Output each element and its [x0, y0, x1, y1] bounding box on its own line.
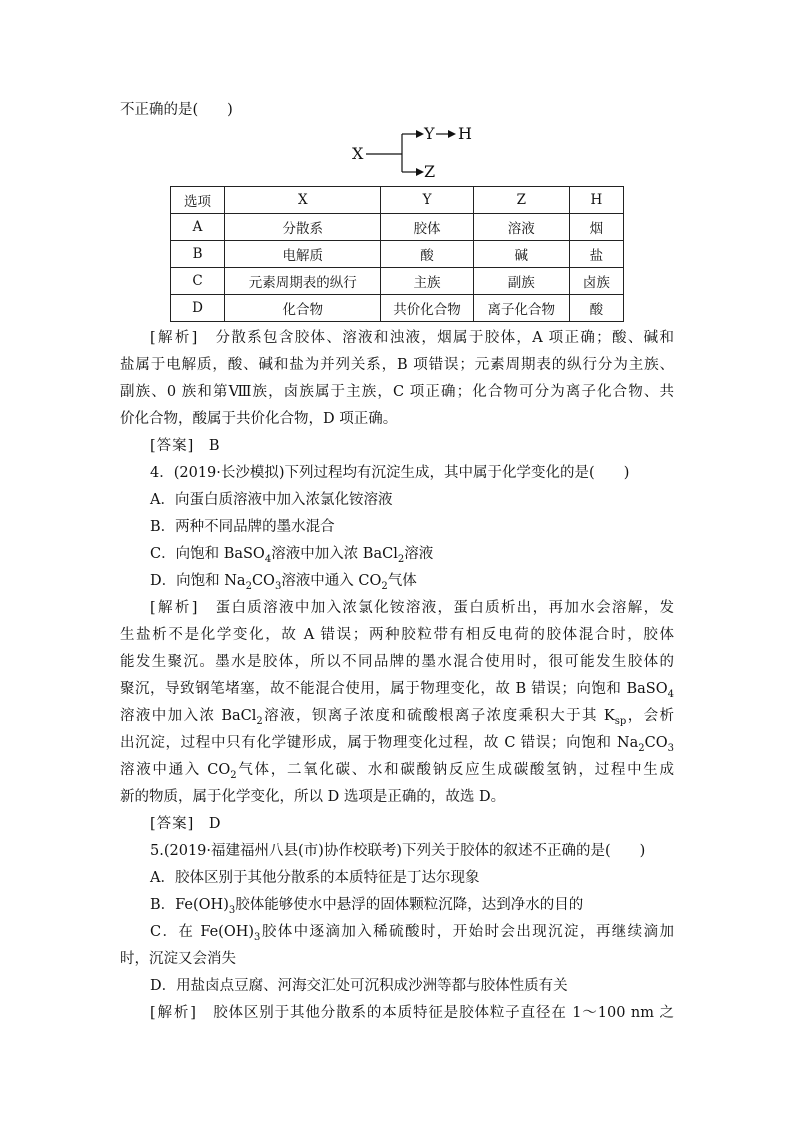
table-header-cell: H — [569, 187, 623, 214]
answer-value: B — [208, 438, 220, 454]
table-cell: 溶液 — [473, 214, 569, 241]
q4-option-b: B．两种不同品牌的墨水混合 — [150, 519, 335, 535]
table-cell: 电解质 — [225, 241, 381, 268]
table-cell: A — [171, 214, 225, 241]
table-cell: 酸 — [569, 295, 623, 322]
q5-option-c-continued: 时，沉淀又会消失 — [120, 951, 236, 967]
table-row — [171, 295, 624, 322]
q4-analysis-line: 聚沉，导致钢笔堵塞，故不能混合使用，属于物理变化，故 B 错误；向饱和 BaSO$_4$ — [120, 681, 674, 699]
q4-option-a: A．向蛋白质溶液中加入浓氯化铵溶液 — [150, 492, 393, 508]
table-header-row — [171, 187, 624, 214]
table-cell: 分散系 — [225, 214, 381, 241]
table-cell: 化合物 — [225, 295, 381, 322]
table-cell: 卤族 — [569, 268, 623, 295]
q5-option-a: A．胶体区别于其他分散系的本质特征是丁达尔现象 — [150, 870, 480, 886]
q4-answer — [150, 814, 220, 834]
q3-analysis-line: 副族、0 族和第Ⅷ族，卤族属于主族，C 项正确；化合物可分为离子化合物、共 — [120, 384, 674, 400]
table-row — [171, 214, 624, 241]
table-cell: B — [171, 241, 225, 268]
table-cell: 共价化合物 — [381, 295, 473, 322]
table-cell: 元素周期表的纵行 — [225, 268, 381, 295]
answer-tag: [答案] — [150, 438, 195, 454]
q4-analysis-line: 新的物质，属于化学变化，所以 D 选项是正确的，故选 D。 — [120, 789, 506, 805]
table-cell: 烟 — [569, 214, 623, 241]
table-cell: 主族 — [381, 268, 473, 295]
table-cell: 盐 — [569, 241, 623, 268]
q5-option-c: C．在 $Fe(OH)_3$胶体中逐滴加入稀硫酸时，开始时会出现沉淀，再继续滴加 — [150, 924, 674, 942]
table-cell: C — [171, 268, 225, 295]
table-row — [171, 241, 624, 268]
answer-tag: [答案] — [150, 816, 195, 832]
q5-option-b: B．$Fe(OH)_3$胶体能够使水中悬浮的固体颗粒沉降，达到净水的目的 — [150, 897, 584, 916]
table-cell: 离子化合物 — [473, 295, 569, 322]
table-cell: 酸 — [381, 241, 473, 268]
options-table — [170, 186, 624, 322]
q3-analysis-line: 价化合物，酸属于共价化合物，D 项正确。 — [120, 411, 398, 427]
analysis-tag: [解析] — [150, 330, 199, 346]
q4-analysis-line: [解析] 蛋白质溶液中加入浓氯化铵溶液，蛋白质析出，再加水会溶解，发 — [150, 600, 674, 616]
q4-analysis-line: 溶液中通入 $CO_2$气体，二氧化碳、水和碳酸钠反应生成碳酸氢钠，过程中生成 — [120, 762, 674, 780]
answer-value: D — [208, 816, 221, 832]
table-cell: 胶体 — [381, 214, 473, 241]
q5-option-d: D．用盐卤点豆腐、河海交汇处可沉积成沙洲等都与胶体性质有关 — [150, 978, 568, 994]
analysis-tag: [解析] — [150, 600, 199, 616]
table-row — [171, 268, 624, 295]
question-5-stem: 5.(2019·福建福州八县(市)协作校联考)下列关于胶体的叙述不正确的是( ) — [150, 843, 646, 859]
q4-analysis-line: 出沉淀，过程中只有化学键形成，属于物理变化过程，故 C 错误；向饱和 $Na_2CO_3$ — [120, 735, 674, 753]
q3-analysis-line: 盐属于电解质，酸、碱和盐为并列关系，B 项错误；元素周期表的纵行分为主族、 — [120, 357, 674, 373]
table-header-cell: 选项 — [171, 187, 225, 214]
table-header-cell: Z — [473, 187, 569, 214]
diagram-label-h: H — [458, 124, 472, 143]
table-cell: 副族 — [473, 268, 569, 295]
q4-option-c: C．向饱和 BaSO$_4$溶液中加入浓 BaCl$_2$溶液 — [150, 546, 434, 565]
table-cell: D — [171, 295, 225, 322]
diagram-label-y: Y — [424, 124, 435, 143]
table-header-cell: X — [225, 187, 381, 214]
classification-diagram — [350, 120, 490, 182]
question-3-intro: 不正确的是( ) — [120, 102, 233, 118]
q4-analysis-line: 生盐析不是化学变化，故 A 错误；两种胶粒带有相反电荷的胶体混合时，胶体 — [120, 627, 674, 643]
q4-analysis-line: 溶液中加入浓 BaCl$_2$溶液，钡离子浓度和硫酸根离子浓度乘积大于其 $K_{sp}$，会析 — [120, 708, 674, 726]
q3-answer — [150, 436, 219, 456]
q3-analysis-line: [解析] 分散系包含胶体、溶液和浊液，烟属于胶体，A 项正确；酸、碱和 — [150, 330, 674, 346]
q5-analysis-line: [解析] 胶体区别于其他分散系的本质特征是胶体粒子直径在 1～100 nm 之 — [150, 1005, 674, 1021]
question-4-stem: 4．(2019·长沙模拟)下列过程均有沉淀生成，其中属于化学变化的是( ) — [150, 465, 630, 481]
analysis-tag: [解析] — [150, 1005, 197, 1021]
q4-option-d: D．向饱和 $Na_2CO_3$溶液中通入 $CO_2$气体 — [150, 573, 417, 592]
table-cell: 碱 — [473, 241, 569, 268]
diagram-label-x: X — [352, 144, 364, 163]
table-header-cell: Y — [381, 187, 473, 214]
diagram-label-z: Z — [424, 162, 436, 181]
q4-analysis-line: 能发生聚沉。墨水是胶体，所以不同品牌的墨水混合使用时，很可能发生胶体的 — [120, 654, 674, 670]
